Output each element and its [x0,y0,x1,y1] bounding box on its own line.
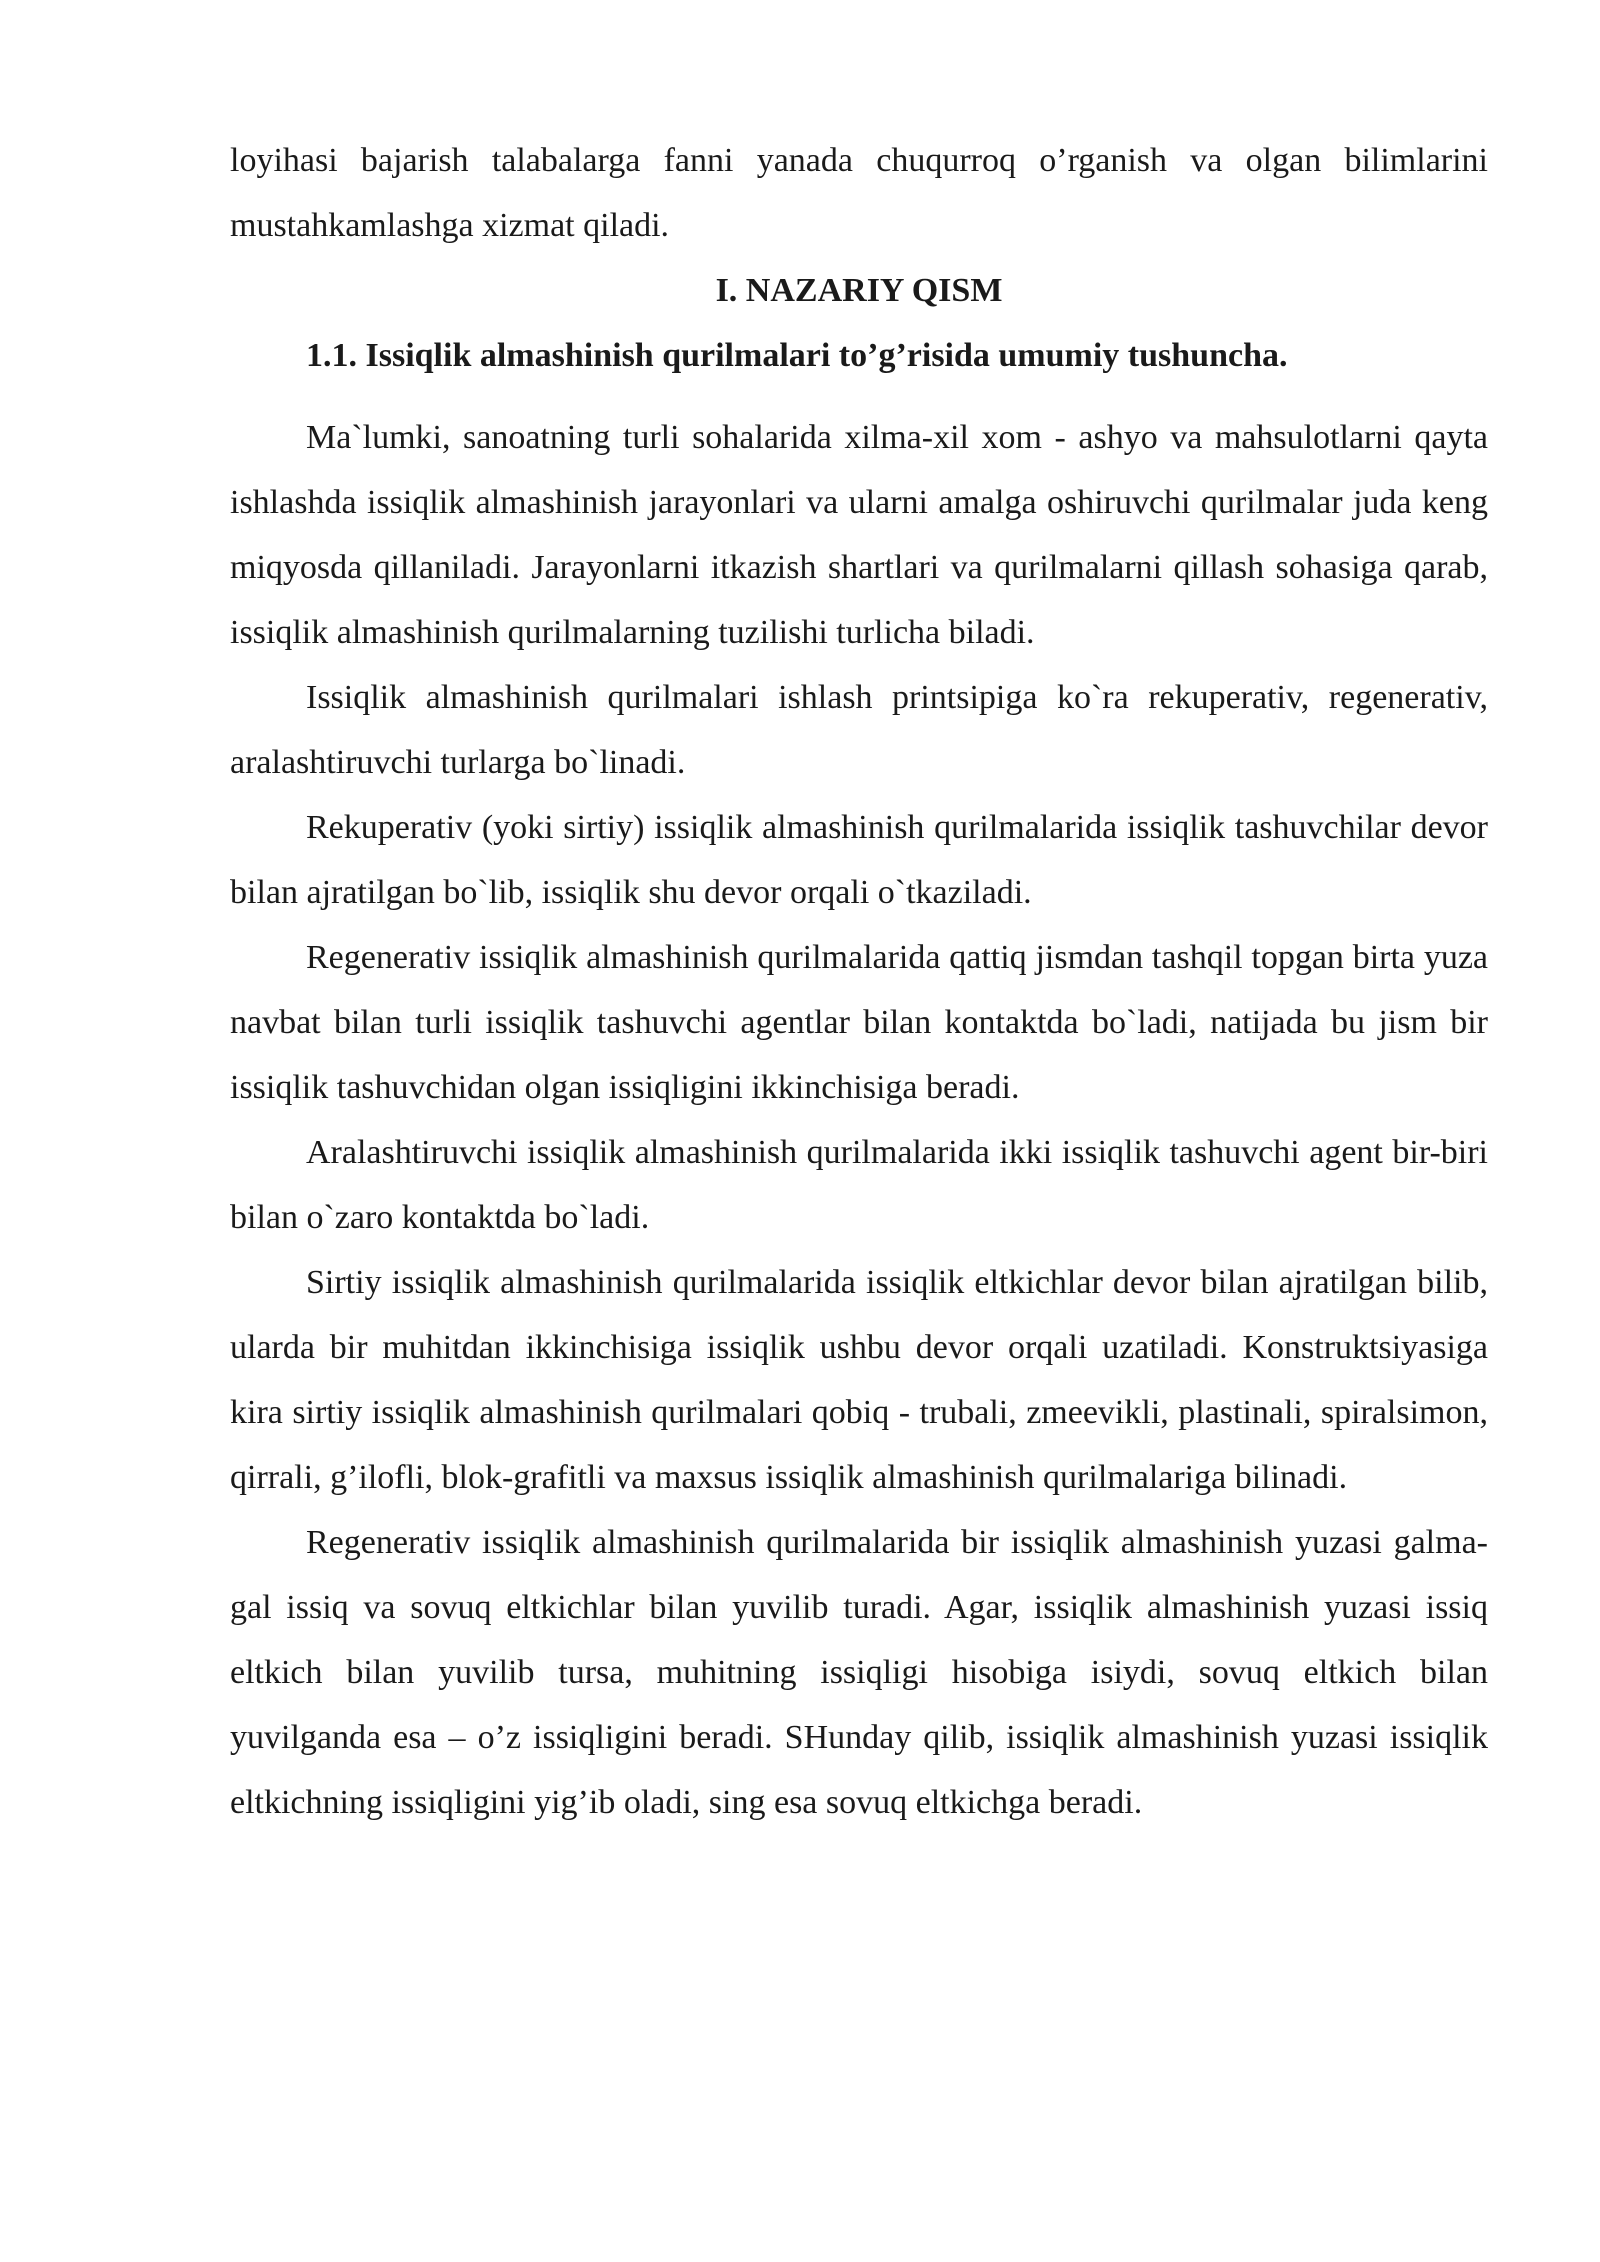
body-paragraph: Regenerativ issiqlik almashinish qurilmalarida qattiq jismdan tashqil topgan birta yuza navbat bilan turli issiqlik tashuvchi agentlar bilan kontaktda bo`ladi, natijada bu jism bir issiqlik tashuvchidan olgan issiqligini ikkinchisiga beradi. [230,939,1488,1106]
body-paragraph: Aralashtiruvchi issiqlik almashinish qurilmalarida ikki issiqlik tashuvchi agent bir-biri bilan o`zaro kontaktda bo`ladi. [230,1134,1488,1236]
body-paragraph: Ma`lumki, sanoatning turli sohalarida xilma-xil xom - ashyo va mahsulotlarni qayta ishlashda issiqlik almashinish jarayonlari va ularni amalga oshiruvchi qurilmalar juda keng miqyosda qillaniladi. Jarayonlarni itkazish shartlari va qurilmalarni qillash sohasiga qarab, issiqlik almashinish qurilmalarning tuzilishi turlicha biladi. [230,419,1488,651]
intro-paragraph: loyihasi bajarish talabalarga fanni yanada chuqurroq o’rganish va olgan bilimlarini mustahkamlashga xizmat qiladi. [230,142,1488,244]
section-title: 1.1. Issiqlik almashinish qurilmalari to’g’risida umumiy tushuncha. [306,337,1288,374]
body-paragraph: Issiqlik almashinish qurilmalari ishlash printsipiga ko`ra rekuperativ, regenerativ, aralashtiruvchi turlarga bo`linadi. [230,679,1488,781]
chapter-title: I. NAZARIY QISM [715,272,1003,309]
body-paragraph: Sirtiy issiqlik almashinish qurilmalarida issiqlik eltkichlar devor bilan ajratilgan bilib, ularda bir muhitdan ikkinchisiga issiqlik ushbu devor orqali uzatiladi. Konstruktsiyasiga kira sirtiy issiqlik almashinish qurilmalari qobiq - trubali, zmeevikli, plastinali, spiralsimon, qirrali, g’ilofli, blok-grafitli va maxsus issiqlik almashinish qurilmalariga bilinadi. [230,1264,1488,1496]
body-paragraph: Rekuperativ (yoki sirtiy) issiqlik almashinish qurilmalarida issiqlik tashuvchilar devor bilan ajratilgan bo`lib, issiqlik shu devor orqali o`tkaziladi. [230,809,1488,911]
body-paragraph: Regenerativ issiqlik almashinish qurilmalarida bir issiqlik almashinish yuzasi galma-gal issiq va sovuq eltkichlar bilan yuvilib turadi. Agar, issiqlik almashinish yuzasi issiq eltkich bilan yuvilib tursa, muhitning issiqligi hisobiga isiydi, sovuq eltkich bilan yuvilganda esa – o’z issiqligini beradi. SHunday qilib, issiqlik almashinish yuzasi issiqlik eltkichning issiqligini yig’ib oladi, sing esa sovuq eltkichga beradi. [230,1524,1488,1821]
document-page [230,128,1488,1835]
